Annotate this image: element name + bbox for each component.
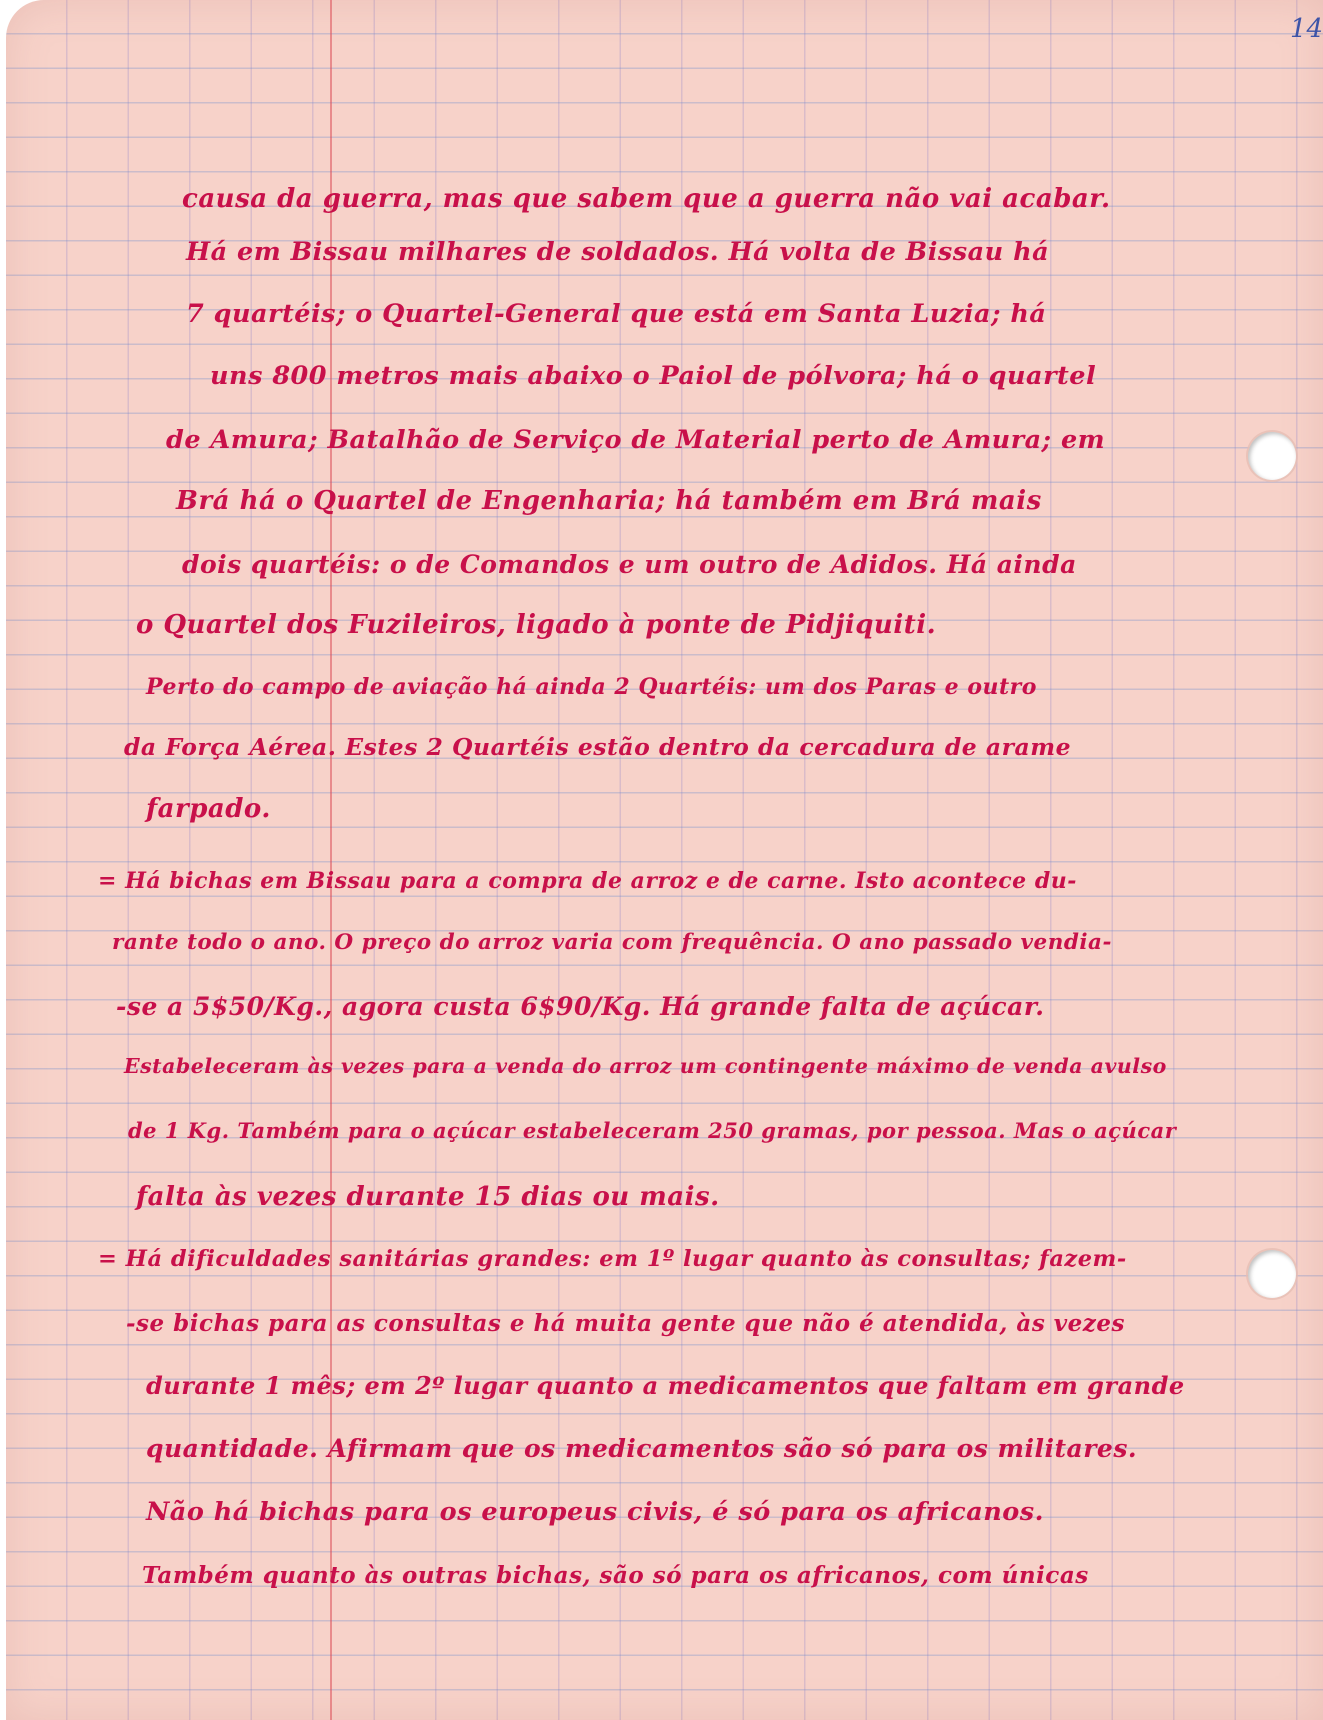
text-line-10: da Força Aérea. Estes 2 Quartéis estão dentro da cercadura de arame — [124, 733, 1072, 761]
text-line-12: = Há bichas em Bissau para a compra de arroz e de carne. Isto acontece du- — [98, 868, 1077, 894]
text-line-17: falta às vezes durante 15 dias ou mais. — [136, 1182, 720, 1212]
text-line-18: = Há dificuldades sanitárias grandes: em 1º lugar quanto às consultas; fazem- — [98, 1246, 1127, 1272]
punch-hole-top — [1248, 432, 1296, 480]
text-line-15: Estabeleceram às vezes para a venda do arroz um contingente máximo de venda avulso — [124, 1054, 1167, 1078]
text-line-9: Perto do campo de aviação há ainda 2 Quartéis: um dos Paras e outro — [146, 674, 1037, 700]
text-line-2: Há em Bissau milhares de soldados. Há volta de Bissau há — [186, 237, 1050, 267]
text-line-1: causa da guerra, mas que sabem que a guerra não vai acabar. — [182, 184, 1111, 214]
text-line-7: dois quartéis: o de Comandos e um outro de Adidos. Há ainda — [182, 550, 1077, 579]
text-line-19: -se bichas para as consultas e há muita gente que não é atendida, às vezes — [126, 1310, 1125, 1337]
punch-hole-bottom — [1248, 1250, 1296, 1298]
text-line-8: o Quartel dos Fuzileiros, ligado à ponte de Pidjiquiti. — [136, 610, 937, 640]
text-line-20: durante 1 mês; em 2º lugar quanto a medicamentos que faltam em grande — [146, 1371, 1185, 1400]
text-line-5: de Amura; Batalhão de Serviço de Material perto de Amura; em — [166, 425, 1106, 455]
text-line-11: farpado. — [146, 794, 271, 824]
text-line-14: -se a 5$50/Kg., agora custa 6$90/Kg. Há grande falta de açúcar. — [116, 992, 1045, 1021]
text-line-3: 7 quartéis; o Quartel-General que está em Santa Luzia; há — [186, 299, 1047, 329]
text-line-23: Também quanto às outras bichas, são só para os africanos, com únicas — [142, 1562, 1089, 1589]
text-line-16: de 1 Kg. Também para o açúcar estabeleceram 250 gramas, por pessoa. Mas o açúcar — [128, 1118, 1177, 1143]
text-line-6: Brá há o Quartel de Engenharia; há também em Brá mais — [176, 486, 1042, 516]
text-line-22: Não há bichas para os europeus civis, é só para os africanos. — [146, 1497, 1045, 1527]
page-number: 14 — [1290, 14, 1323, 44]
text-line-13: rante todo o ano. O preço do arroz varia com frequência. O ano passado vendia- — [112, 930, 1112, 955]
text-line-21: quantidade. Afirmam que os medicamentos são só para os militares. — [146, 1434, 1138, 1463]
text-line-4: uns 800 metros mais abaixo o Paiol de pólvora; há o quartel — [210, 361, 1097, 391]
notebook-page — [6, 0, 1323, 1720]
